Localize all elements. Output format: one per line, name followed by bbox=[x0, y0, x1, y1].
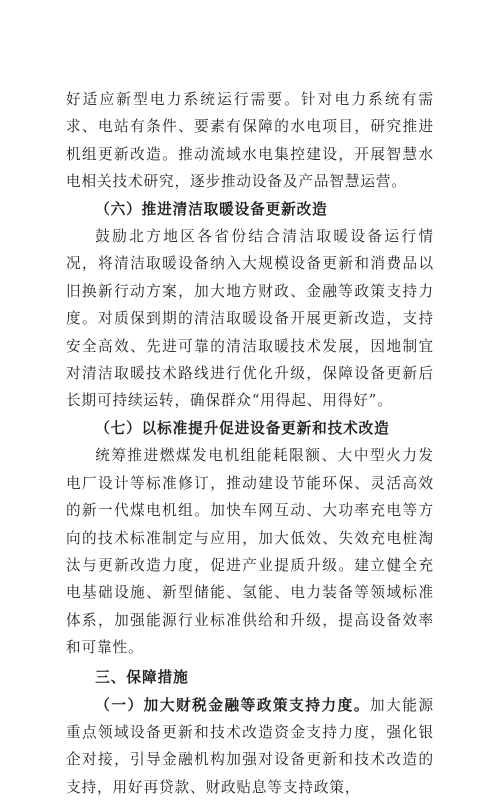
paragraph-fiscal-support bbox=[66, 692, 434, 801]
subheading-standards: （七）以标准提升促进设备更新和技术改造 bbox=[95, 419, 390, 437]
paragraph-standards: 统筹推进燃煤发电机组能耗限额、大中型火力发电厂设计等标准修订，推动建设节能环保、灵活高效的新一代煤电机组。加快车网互动、大功率充电等方向的技术标准制定与应用，加大低效、失效充电桩淘汰与更新改造力度，促进产业提质升级。建立健全充电基础设施、新型储能、氢能、电力装备等领域标准体系，加强能源行业标准供给和升级，提高设备效率和可靠性。 bbox=[66, 447, 434, 657]
paragraph-clean-heating: 鼓励北方地区各省份结合清洁取暖设备运行情况，将清洁取暖设备纳入大规模设备更新和消费品以旧换新行动方案，加大地方财政、金融等政策支持力度。对质保到期的清洁取暖设备开展更新改造，支持安全高效、先进可靠的清洁取暖技术发展，因地制宜对清洁取暖技术路线进行优化升级，保障设备更新后长期可持续运转，确保群众“用得起、用得好”。 bbox=[66, 228, 434, 410]
paragraph-hydropower: 好适应新型电力系统运行需要。针对电力系统有需求、电站有条件、要素有保障的水电项目，研究推进机组更新改造。推动流域水电集控建设，开展智慧水电相关技术研究，逐步推动设备及产品智慧运营。 bbox=[66, 91, 434, 191]
section-heading-safeguards: 三、保障措施 bbox=[95, 668, 189, 686]
subheading-clean-heating: （六）推进清洁取暖设备更新改造 bbox=[95, 200, 328, 218]
paragraph-fiscal-support-body: 加大能源重点领域设备更新和技术改造资金支持力度，强化银企对接，引导金融机构加强对设备更新和技术改造的支持，用好再贷款、财政贴息等支持政策， bbox=[66, 696, 434, 796]
lead-fiscal-support: （一）加大财税金融等政策支持力度。 bbox=[95, 696, 370, 714]
